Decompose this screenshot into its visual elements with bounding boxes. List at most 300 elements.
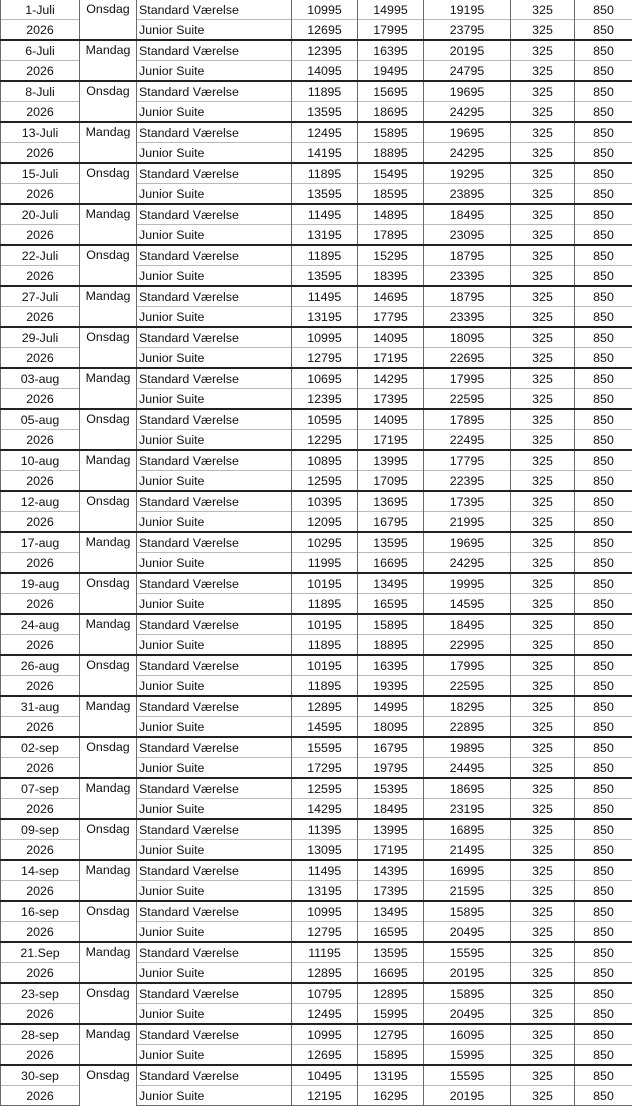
date-cell: 1-Juli <box>1 0 80 20</box>
price-cell: 18495 <box>358 799 424 820</box>
price-cell: 24295 <box>424 553 511 574</box>
price-cell: 850 <box>575 307 632 328</box>
price-cell: 12695 <box>292 1045 358 1066</box>
price-cell: 850 <box>575 122 632 143</box>
price-cell: 11495 <box>292 286 358 307</box>
price-cell: 325 <box>511 1086 575 1106</box>
price-cell: 12495 <box>292 122 358 143</box>
price-cell: 850 <box>575 327 632 348</box>
price-cell: 11495 <box>292 860 358 881</box>
price-cell: 850 <box>575 901 632 922</box>
price-cell: 14595 <box>292 717 358 738</box>
price-cell: 19495 <box>358 61 424 82</box>
room-type-cell: Standard Værelse <box>137 286 292 307</box>
price-cell: 18595 <box>358 184 424 205</box>
price-cell: 15895 <box>358 1045 424 1066</box>
price-cell: 16095 <box>424 1024 511 1045</box>
room-type-cell: Junior Suite <box>137 1045 292 1066</box>
price-cell: 325 <box>511 737 575 758</box>
price-cell: 18895 <box>358 143 424 164</box>
price-cell: 850 <box>575 1086 632 1106</box>
price-cell: 15395 <box>358 778 424 799</box>
price-cell: 15995 <box>358 1004 424 1025</box>
price-cell: 325 <box>511 778 575 799</box>
room-type-cell: Junior Suite <box>137 307 292 328</box>
date-cell: 09-sep <box>1 819 80 840</box>
date-cell: 27-Juli <box>1 286 80 307</box>
weekday-cell: Mandag <box>80 532 137 573</box>
price-cell: 22895 <box>424 717 511 738</box>
price-cell: 850 <box>575 1024 632 1045</box>
price-cell: 18395 <box>358 266 424 287</box>
price-cell: 325 <box>511 635 575 656</box>
price-cell: 850 <box>575 348 632 369</box>
date-cell: 03-aug <box>1 368 80 389</box>
price-cell: 12395 <box>292 389 358 410</box>
price-cell: 20195 <box>424 963 511 984</box>
price-cell: 10495 <box>292 1065 358 1086</box>
price-cell: 850 <box>575 532 632 553</box>
price-cell: 16595 <box>358 922 424 943</box>
price-cell: 850 <box>575 635 632 656</box>
price-cell: 325 <box>511 696 575 717</box>
price-cell: 325 <box>511 1045 575 1066</box>
price-cell: 850 <box>575 737 632 758</box>
price-cell: 10195 <box>292 573 358 594</box>
price-cell: 17795 <box>358 307 424 328</box>
room-type-cell: Junior Suite <box>137 143 292 164</box>
price-cell: 24295 <box>424 102 511 123</box>
price-cell: 17995 <box>424 368 511 389</box>
weekday-cell: Mandag <box>80 122 137 163</box>
price-cell: 16395 <box>358 655 424 676</box>
year-cell: 2026 <box>1 184 80 205</box>
room-type-cell: Junior Suite <box>137 840 292 861</box>
room-type-cell: Standard Værelse <box>137 901 292 922</box>
date-cell: 05-aug <box>1 409 80 430</box>
price-cell: 10995 <box>292 901 358 922</box>
price-cell: 850 <box>575 20 632 41</box>
room-type-cell: Standard Værelse <box>137 122 292 143</box>
room-type-cell: Standard Værelse <box>137 368 292 389</box>
price-cell: 325 <box>511 758 575 779</box>
price-cell: 14195 <box>292 143 358 164</box>
price-cell: 12895 <box>292 963 358 984</box>
room-type-cell: Standard Værelse <box>137 614 292 635</box>
room-type-cell: Standard Værelse <box>137 204 292 225</box>
price-cell: 850 <box>575 594 632 615</box>
weekday-cell: Onsdag <box>80 655 137 696</box>
price-cell: 17295 <box>292 758 358 779</box>
room-type-cell: Standard Værelse <box>137 983 292 1004</box>
price-cell: 19295 <box>424 163 511 184</box>
weekday-cell: Onsdag <box>80 163 137 204</box>
date-cell: 07-sep <box>1 778 80 799</box>
date-cell: 8-Juli <box>1 81 80 102</box>
price-cell: 11495 <box>292 204 358 225</box>
room-type-cell: Standard Værelse <box>137 81 292 102</box>
year-cell: 2026 <box>1 61 80 82</box>
price-cell: 325 <box>511 450 575 471</box>
date-cell: 14-sep <box>1 860 80 881</box>
price-cell: 12895 <box>358 983 424 1004</box>
date-cell: 24-aug <box>1 614 80 635</box>
table-row <box>1 1065 632 1086</box>
price-cell: 22595 <box>424 389 511 410</box>
price-cell: 19895 <box>424 737 511 758</box>
table-row <box>1 450 632 471</box>
price-cell: 11195 <box>292 942 358 963</box>
price-cell: 15495 <box>358 163 424 184</box>
price-cell: 13695 <box>358 491 424 512</box>
price-cell: 850 <box>575 717 632 738</box>
price-cell: 15595 <box>424 1065 511 1086</box>
date-cell: 28-sep <box>1 1024 80 1045</box>
table-row <box>1 409 632 430</box>
price-cell: 325 <box>511 102 575 123</box>
year-cell: 2026 <box>1 1004 80 1025</box>
table-row <box>1 204 632 225</box>
table-row <box>1 122 632 143</box>
price-cell: 17795 <box>424 450 511 471</box>
price-cell: 325 <box>511 409 575 430</box>
price-cell: 850 <box>575 655 632 676</box>
price-cell: 17995 <box>358 20 424 41</box>
room-type-cell: Standard Værelse <box>137 696 292 717</box>
price-cell: 325 <box>511 614 575 635</box>
price-cell: 16395 <box>358 40 424 61</box>
price-cell: 13195 <box>292 881 358 902</box>
price-cell: 15895 <box>424 983 511 1004</box>
price-cell: 325 <box>511 163 575 184</box>
price-cell: 17195 <box>358 430 424 451</box>
price-cell: 325 <box>511 389 575 410</box>
price-cell: 12795 <box>292 922 358 943</box>
room-type-cell: Junior Suite <box>137 799 292 820</box>
year-cell: 2026 <box>1 471 80 492</box>
table-row <box>1 614 632 635</box>
price-cell: 325 <box>511 1065 575 1086</box>
table-row <box>1 532 632 553</box>
room-type-cell: Standard Værelse <box>137 942 292 963</box>
price-cell: 850 <box>575 942 632 963</box>
table-row <box>1 245 632 266</box>
room-type-cell: Junior Suite <box>137 20 292 41</box>
price-cell: 850 <box>575 143 632 164</box>
price-cell: 325 <box>511 532 575 553</box>
table-row <box>1 573 632 594</box>
price-cell: 13995 <box>358 450 424 471</box>
room-type-cell: Standard Værelse <box>137 0 292 20</box>
price-cell: 325 <box>511 983 575 1004</box>
year-cell: 2026 <box>1 676 80 697</box>
weekday-cell: Mandag <box>80 614 137 655</box>
price-cell: 325 <box>511 799 575 820</box>
price-cell: 850 <box>575 471 632 492</box>
room-type-cell: Standard Værelse <box>137 655 292 676</box>
weekday-cell: Mandag <box>80 40 137 81</box>
table-row <box>1 942 632 963</box>
price-cell: 13995 <box>358 819 424 840</box>
price-cell: 325 <box>511 942 575 963</box>
price-cell: 15595 <box>292 737 358 758</box>
price-cell: 325 <box>511 143 575 164</box>
year-cell: 2026 <box>1 307 80 328</box>
price-cell: 18095 <box>358 717 424 738</box>
price-cell: 850 <box>575 40 632 61</box>
price-cell: 325 <box>511 20 575 41</box>
room-type-cell: Junior Suite <box>137 758 292 779</box>
room-type-cell: Standard Værelse <box>137 573 292 594</box>
weekday-cell: Onsdag <box>80 737 137 778</box>
weekday-cell: Onsdag <box>80 245 137 286</box>
price-cell: 325 <box>511 594 575 615</box>
price-cell: 325 <box>511 901 575 922</box>
price-cell: 850 <box>575 860 632 881</box>
price-cell: 20195 <box>424 40 511 61</box>
price-cell: 22395 <box>424 471 511 492</box>
room-type-cell: Junior Suite <box>137 102 292 123</box>
price-cell: 325 <box>511 40 575 61</box>
price-cell: 325 <box>511 922 575 943</box>
price-cell: 14595 <box>424 594 511 615</box>
price-cell: 12095 <box>292 512 358 533</box>
price-cell: 14295 <box>292 799 358 820</box>
year-cell: 2026 <box>1 389 80 410</box>
price-cell: 325 <box>511 491 575 512</box>
price-cell: 325 <box>511 122 575 143</box>
price-cell: 13495 <box>358 573 424 594</box>
price-cell: 10195 <box>292 614 358 635</box>
price-cell: 18095 <box>424 327 511 348</box>
price-cell: 850 <box>575 184 632 205</box>
price-cell: 11895 <box>292 245 358 266</box>
price-cell: 10995 <box>292 1024 358 1045</box>
price-cell: 13595 <box>358 532 424 553</box>
price-cell: 325 <box>511 512 575 533</box>
price-cell: 10295 <box>292 532 358 553</box>
price-cell: 850 <box>575 368 632 389</box>
date-cell: 19-aug <box>1 573 80 594</box>
price-cell: 850 <box>575 1004 632 1025</box>
room-type-cell: Junior Suite <box>137 348 292 369</box>
weekday-cell: Onsdag <box>80 81 137 122</box>
room-type-cell: Junior Suite <box>137 471 292 492</box>
weekday-cell: Mandag <box>80 942 137 983</box>
price-cell: 325 <box>511 819 575 840</box>
price-cell: 19695 <box>424 532 511 553</box>
price-cell: 850 <box>575 163 632 184</box>
price-cell: 11895 <box>292 635 358 656</box>
weekday-cell: Mandag <box>80 778 137 819</box>
price-cell: 11395 <box>292 819 358 840</box>
price-cell: 850 <box>575 286 632 307</box>
price-cell: 16595 <box>358 594 424 615</box>
price-cell: 19695 <box>424 122 511 143</box>
price-cell: 14095 <box>358 409 424 430</box>
year-cell: 2026 <box>1 717 80 738</box>
year-cell: 2026 <box>1 512 80 533</box>
date-cell: 17-aug <box>1 532 80 553</box>
date-cell: 22-Juli <box>1 245 80 266</box>
price-cell: 15895 <box>358 122 424 143</box>
price-cell: 325 <box>511 245 575 266</box>
price-cell: 325 <box>511 676 575 697</box>
room-type-cell: Standard Værelse <box>137 327 292 348</box>
price-cell: 12195 <box>292 1086 358 1106</box>
price-cell: 17195 <box>358 348 424 369</box>
price-cell: 10995 <box>292 327 358 348</box>
room-type-cell: Junior Suite <box>137 881 292 902</box>
price-cell: 12295 <box>292 430 358 451</box>
price-cell: 18495 <box>424 614 511 635</box>
date-cell: 21.Sep <box>1 942 80 963</box>
price-cell: 17395 <box>358 881 424 902</box>
price-cell: 850 <box>575 922 632 943</box>
price-cell: 850 <box>575 758 632 779</box>
price-cell: 325 <box>511 204 575 225</box>
room-type-cell: Junior Suite <box>137 717 292 738</box>
price-cell: 10695 <box>292 368 358 389</box>
weekday-cell: Onsdag <box>80 1065 137 1106</box>
price-cell: 10795 <box>292 983 358 1004</box>
price-cell: 325 <box>511 860 575 881</box>
price-cell: 15995 <box>424 1045 511 1066</box>
price-cell: 20495 <box>424 922 511 943</box>
room-type-cell: Standard Værelse <box>137 819 292 840</box>
price-cell: 21995 <box>424 512 511 533</box>
room-type-cell: Junior Suite <box>137 225 292 246</box>
price-cell: 19695 <box>424 81 511 102</box>
price-cell: 14095 <box>358 327 424 348</box>
date-cell: 10-aug <box>1 450 80 471</box>
room-type-cell: Standard Værelse <box>137 491 292 512</box>
table-row <box>1 368 632 389</box>
table-row <box>1 286 632 307</box>
table-row <box>1 901 632 922</box>
price-cell: 850 <box>575 245 632 266</box>
room-type-cell: Junior Suite <box>137 1004 292 1025</box>
price-cell: 14995 <box>358 696 424 717</box>
price-cell: 850 <box>575 676 632 697</box>
price-cell: 23395 <box>424 266 511 287</box>
room-type-cell: Junior Suite <box>137 635 292 656</box>
price-cell: 850 <box>575 819 632 840</box>
price-cell: 17895 <box>424 409 511 430</box>
room-type-cell: Junior Suite <box>137 512 292 533</box>
room-type-cell: Standard Værelse <box>137 450 292 471</box>
year-cell: 2026 <box>1 266 80 287</box>
price-cell: 850 <box>575 225 632 246</box>
price-cell: 14395 <box>358 860 424 881</box>
table-row <box>1 696 632 717</box>
price-cell: 325 <box>511 430 575 451</box>
table-row <box>1 983 632 1004</box>
room-type-cell: Junior Suite <box>137 676 292 697</box>
price-cell: 22995 <box>424 635 511 656</box>
price-cell: 325 <box>511 61 575 82</box>
room-type-cell: Junior Suite <box>137 553 292 574</box>
date-cell: 26-aug <box>1 655 80 676</box>
room-type-cell: Standard Værelse <box>137 1065 292 1086</box>
year-cell: 2026 <box>1 594 80 615</box>
price-cell: 10595 <box>292 409 358 430</box>
room-type-cell: Junior Suite <box>137 430 292 451</box>
price-cell: 19795 <box>358 758 424 779</box>
date-cell: 16-sep <box>1 901 80 922</box>
date-cell: 6-Juli <box>1 40 80 61</box>
weekday-cell: Onsdag <box>80 573 137 614</box>
price-cell: 18695 <box>424 778 511 799</box>
price-cell: 14295 <box>358 368 424 389</box>
price-cell: 18895 <box>358 635 424 656</box>
price-cell: 20195 <box>424 1086 511 1106</box>
year-cell: 2026 <box>1 1045 80 1066</box>
price-cell: 15895 <box>358 614 424 635</box>
date-cell: 02-sep <box>1 737 80 758</box>
price-cell: 23395 <box>424 307 511 328</box>
price-cell: 10395 <box>292 491 358 512</box>
weekday-cell: Onsdag <box>80 901 137 942</box>
price-cell: 16695 <box>358 553 424 574</box>
price-cell: 850 <box>575 204 632 225</box>
date-cell: 30-sep <box>1 1065 80 1086</box>
room-type-cell: Junior Suite <box>137 184 292 205</box>
price-cell: 12795 <box>292 348 358 369</box>
price-cell: 13195 <box>292 225 358 246</box>
price-cell: 23895 <box>424 184 511 205</box>
price-cell: 14095 <box>292 61 358 82</box>
price-cell: 22595 <box>424 676 511 697</box>
room-type-cell: Junior Suite <box>137 266 292 287</box>
price-cell: 16795 <box>358 512 424 533</box>
year-cell: 2026 <box>1 102 80 123</box>
price-cell: 850 <box>575 963 632 984</box>
date-cell: 15-Juli <box>1 163 80 184</box>
price-cell: 17095 <box>358 471 424 492</box>
year-cell: 2026 <box>1 881 80 902</box>
price-cell: 325 <box>511 0 575 20</box>
price-cell: 325 <box>511 348 575 369</box>
table-row <box>1 655 632 676</box>
year-cell: 2026 <box>1 20 80 41</box>
price-cell: 12395 <box>292 40 358 61</box>
price-cell: 850 <box>575 512 632 533</box>
price-cell: 21595 <box>424 881 511 902</box>
price-cell: 850 <box>575 102 632 123</box>
room-type-cell: Junior Suite <box>137 61 292 82</box>
price-cell: 23095 <box>424 225 511 246</box>
year-cell: 2026 <box>1 963 80 984</box>
price-cell: 18495 <box>424 204 511 225</box>
price-cell: 18695 <box>358 102 424 123</box>
price-cell: 16995 <box>424 860 511 881</box>
table-row <box>1 81 632 102</box>
year-cell: 2026 <box>1 922 80 943</box>
price-cell: 850 <box>575 840 632 861</box>
price-cell: 13595 <box>292 266 358 287</box>
price-cell: 19395 <box>358 676 424 697</box>
year-cell: 2026 <box>1 840 80 861</box>
price-cell: 15595 <box>424 942 511 963</box>
table-row <box>1 40 632 61</box>
price-cell: 850 <box>575 553 632 574</box>
price-cell: 21495 <box>424 840 511 861</box>
price-cell: 850 <box>575 491 632 512</box>
price-cell: 24795 <box>424 61 511 82</box>
room-type-cell: Standard Værelse <box>137 778 292 799</box>
room-type-cell: Standard Værelse <box>137 860 292 881</box>
